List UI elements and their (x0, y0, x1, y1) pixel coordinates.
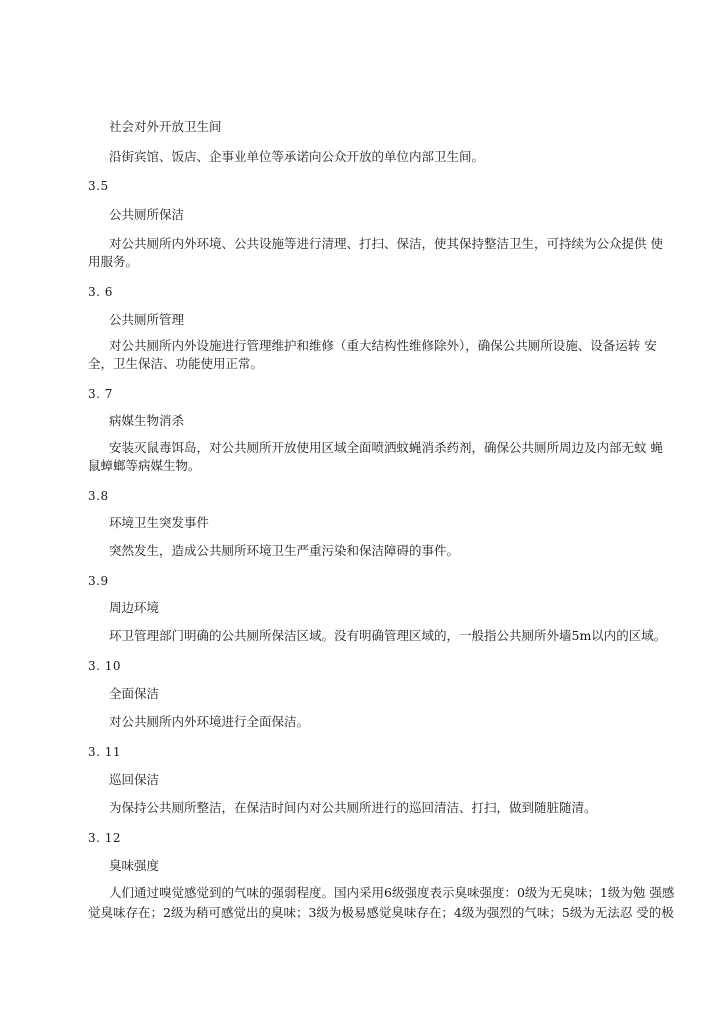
term-title: 巡回保洁 (109, 772, 160, 787)
term-definition: 环卫管理部门明确的公共厕所保洁区域。没有明确管理区域的，一般指公共厕所外墙5m以内的区域。 (109, 628, 667, 643)
term-definition: 突然发生，造成公共厕所环境卫生严重污染和保洁障碍的事件。 (109, 543, 460, 558)
term-definition-continued: 用服务。 (88, 254, 139, 269)
clause-number: 3.9 (88, 574, 109, 588)
term-definition-continued: 鼠蟑螂等病媒生物。 (88, 458, 201, 473)
clause-number: 3. 10 (88, 659, 122, 673)
clause-number: 3.8 (88, 489, 109, 503)
clause-number: 3. 12 (88, 831, 122, 845)
term-definition: 为保持公共厕所整洁，在保洁时间内对公共厕所进行的巡回清洁、打扫，做到随脏随清。 (109, 800, 597, 815)
clause-number: 3. 6 (88, 285, 113, 299)
term-title: 臭味强度 (109, 858, 160, 873)
term-title: 社会对外开放卫生间 (109, 119, 222, 134)
term-definition-continued: 全，卫生保洁、功能使用正常。 (88, 356, 264, 371)
term-definition: 沿街宾馆、饭店、企事业单位等承诺向公众开放的单位内部卫生间。 (109, 149, 485, 164)
term-title: 病媒生物消杀 (109, 413, 185, 428)
term-definition: 安装灭鼠毒饵岛，对公共厕所开放使用区域全面喷洒蚊蝇消杀药剂，确保公共厕所周边及内部无蚊 蝇 (109, 440, 663, 455)
term-title: 环境卫生突发事件 (109, 515, 210, 530)
term-definition: 对公共厕所内外环境进行全面保洁。 (109, 714, 310, 729)
term-title: 公共厕所管理 (109, 312, 185, 327)
clause-number: 3. 7 (88, 387, 113, 401)
term-title: 周边环境 (109, 600, 160, 615)
term-definition: 对公共厕所内外环境、公共设施等进行清理、打扫、保洁，使其保持整洁卫生，可持续为公众提供 使 (109, 236, 663, 251)
term-definition-continued: 觉臭味存在；2级为稍可感觉出的臭味；3级为极易感觉臭味存在；4级为强烈的气味；5级为无法忍 受的极 (88, 905, 674, 920)
term-title: 公共厕所保洁 (109, 207, 185, 222)
clause-number: 3.5 (88, 179, 109, 193)
term-title: 全面保洁 (109, 686, 160, 701)
clause-number: 3. 11 (88, 745, 122, 759)
term-definition: 对公共厕所内外设施进行管理维护和维修（重大结构性维修除外），确保公共厕所设施、设备运转 安 (109, 338, 657, 353)
term-definition: 人们通过嗅觉感觉到的气味的强弱程度。国内采用6级强度表示臭味强度：0级为无臭味；1级为勉 强感 (109, 885, 675, 900)
